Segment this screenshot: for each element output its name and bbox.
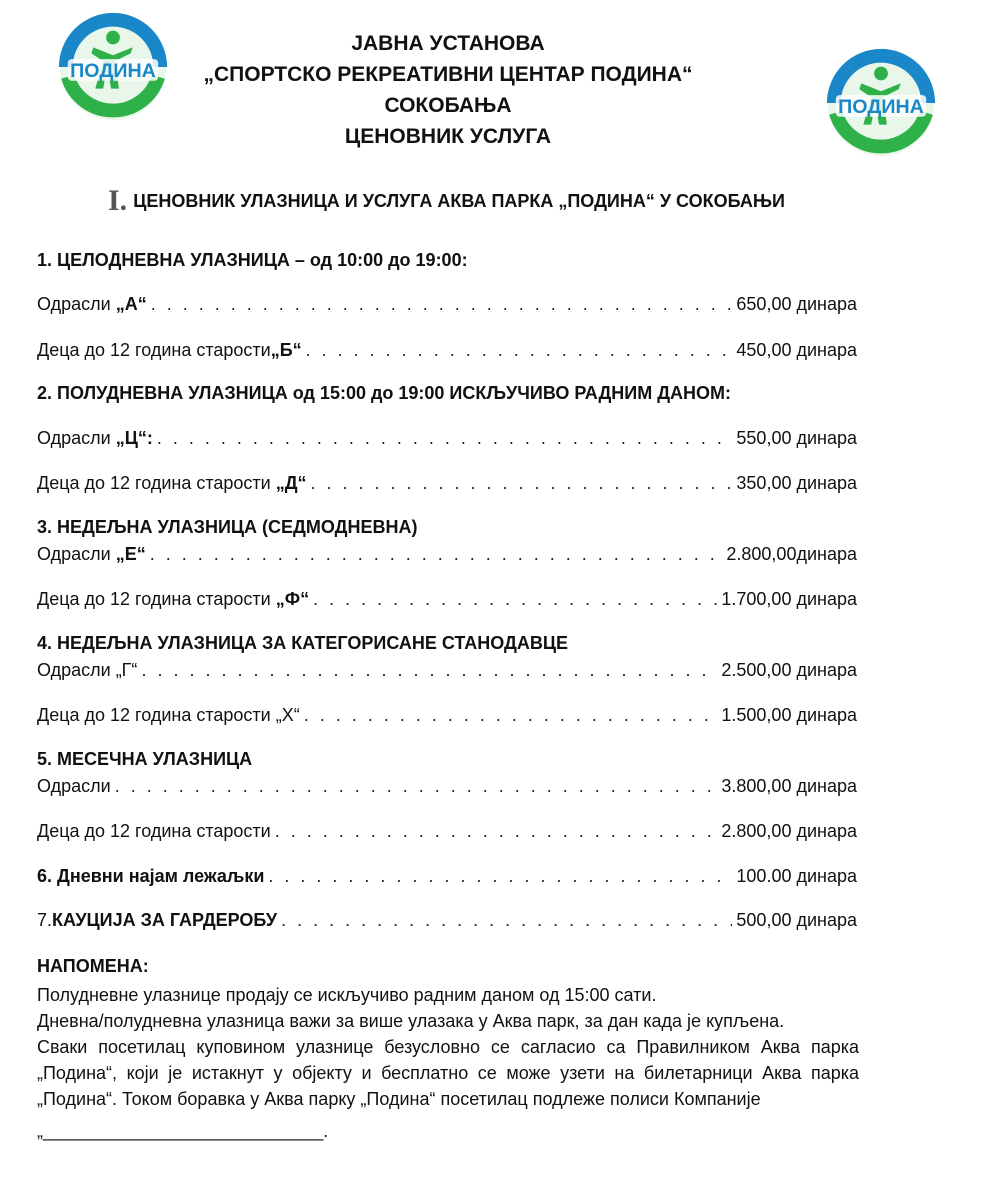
price-row: [37, 294, 857, 315]
section-title: [108, 184, 785, 218]
price-row: [37, 776, 857, 797]
price-value: 1.700,00 динара: [721, 589, 857, 609]
price-row-label: Деца до 12 година старости „Д“: [37, 473, 307, 493]
group-heading-1: 1. ЦЕЛОДНЕВНА УЛАЗНИЦА – од 10:00 до 19:00:: [37, 250, 468, 270]
price-value: 100.00 динара: [736, 866, 857, 886]
price-value: 2.800,00динара: [726, 544, 857, 564]
price-row-label: Деца до 12 година старости: [37, 821, 271, 841]
price-row: [37, 428, 857, 449]
price-value: 350,00 динара: [736, 473, 857, 493]
price-value: 2.800,00 динара: [721, 821, 857, 841]
note-paragraph: Сваки посетилац куповином улазнице безусловно се сагласио са Правилником Аква парка „Подина“, који је истакнут у објекту и бесплатно се може узети на билетарници Аква парка „Подина“. Током боравка у Аква парку „Подина“ посетилац подлеже полиси Компаније: [37, 1037, 859, 1109]
price-row-label: Деца до 12 година старости „Ф“: [37, 589, 310, 609]
group-heading-4: 4. НЕДЕЉНА УЛАЗНИЦА ЗА КАТЕГОРИСАНЕ СТАНОДАВЦЕ: [37, 633, 569, 653]
leader-dots: [306, 340, 733, 361]
price-row: [37, 705, 857, 726]
leader-dots: [141, 660, 717, 681]
price-row-label: Одрасли: [37, 776, 111, 796]
price-row-label: Деца до 12 година старости „Х“: [37, 705, 300, 725]
price-row-label: Одрасли „Ц“:: [37, 428, 153, 448]
logo-name-text: ПОДИНА: [70, 59, 156, 82]
leader-dots: [304, 705, 718, 726]
section-roman-numeral: I.: [108, 184, 128, 217]
header-line-4: ЦЕНОВНИК УСЛУГА: [344, 125, 552, 148]
group-heading-3: 3. НЕДЕЉНА УЛАЗНИЦА (СЕДМОДНЕВНА): [37, 517, 418, 537]
price-row: [37, 340, 857, 361]
price-value: 650,00 динара: [736, 294, 857, 314]
price-row: [37, 821, 857, 842]
price-row-label: 6. Дневни најам лежаљки: [37, 866, 265, 886]
leader-dots: [115, 776, 718, 797]
note-line-1: Полудневне улазнице продају се искључиво радним даном од 15:00 сати.: [37, 985, 657, 1005]
header-line-1: ЈАВНА УСТАНОВА: [351, 32, 545, 55]
document-header: [0, 28, 896, 152]
price-row-label: Одрасли „А“: [37, 294, 147, 314]
logo-name-text: ПОДИНА: [838, 95, 924, 118]
price-row-wardrobe-deposit: [37, 910, 857, 931]
leader-dots: [281, 910, 732, 931]
section-title-text: ЦЕНОВНИК УЛАЗНИЦА И УСЛУГА АКВА ПАРКА „ПОДИНА“ У СОКОБАЊИ: [133, 191, 785, 211]
price-row-label: Одрасли „Е“: [37, 544, 146, 564]
group-heading-5: 5. МЕСЕЧНА УЛАЗНИЦА: [37, 749, 253, 769]
leader-dots: [311, 473, 733, 494]
price-row-label: 7.КАУЦИЈА ЗА ГАРДЕРОБУ: [37, 910, 278, 930]
group-heading-2: 2. ПОЛУДНЕВНА УЛАЗНИЦА од 15:00 до 19:00 ИСКЉУЧИВО РАДНИМ ДАНОМ:: [37, 383, 732, 403]
price-row-label: Деца до 12 година старости„Б“: [37, 340, 302, 360]
leader-dots: [157, 428, 733, 449]
price-row-lounger-rental: [37, 866, 857, 887]
price-row-label: Одрасли „Г“: [37, 660, 138, 680]
price-value: 1.500,00 динара: [721, 705, 857, 725]
note-company-line: „____________________________.: [37, 1121, 329, 1141]
price-value: 3.800,00 динара: [721, 776, 857, 796]
price-value: 550,00 динара: [736, 428, 857, 448]
price-value: 450,00 динара: [736, 340, 857, 360]
price-value: 2.500,00 динара: [721, 660, 857, 680]
leader-dots: [268, 866, 732, 887]
leader-dots: [150, 544, 723, 565]
leader-dots: [313, 589, 717, 610]
leader-dots: [275, 821, 718, 842]
price-row: [37, 589, 857, 610]
note-line-2: Дневна/полудневна улазница важи за више улазака у Аква парк, за дан када је купљена.: [37, 1011, 785, 1031]
header-line-3: СОКОБАЊА: [384, 94, 512, 117]
price-row: [37, 544, 857, 565]
price-value: 500,00 динара: [736, 910, 857, 930]
price-row: [37, 660, 857, 681]
price-row: [37, 473, 857, 494]
header-line-2: „СПОРТСКО РЕКРЕАТИВНИ ЦЕНТАР ПОДИНА“: [203, 63, 693, 86]
note-title: НАПОМЕНА:: [37, 956, 149, 976]
leader-dots: [151, 294, 733, 315]
